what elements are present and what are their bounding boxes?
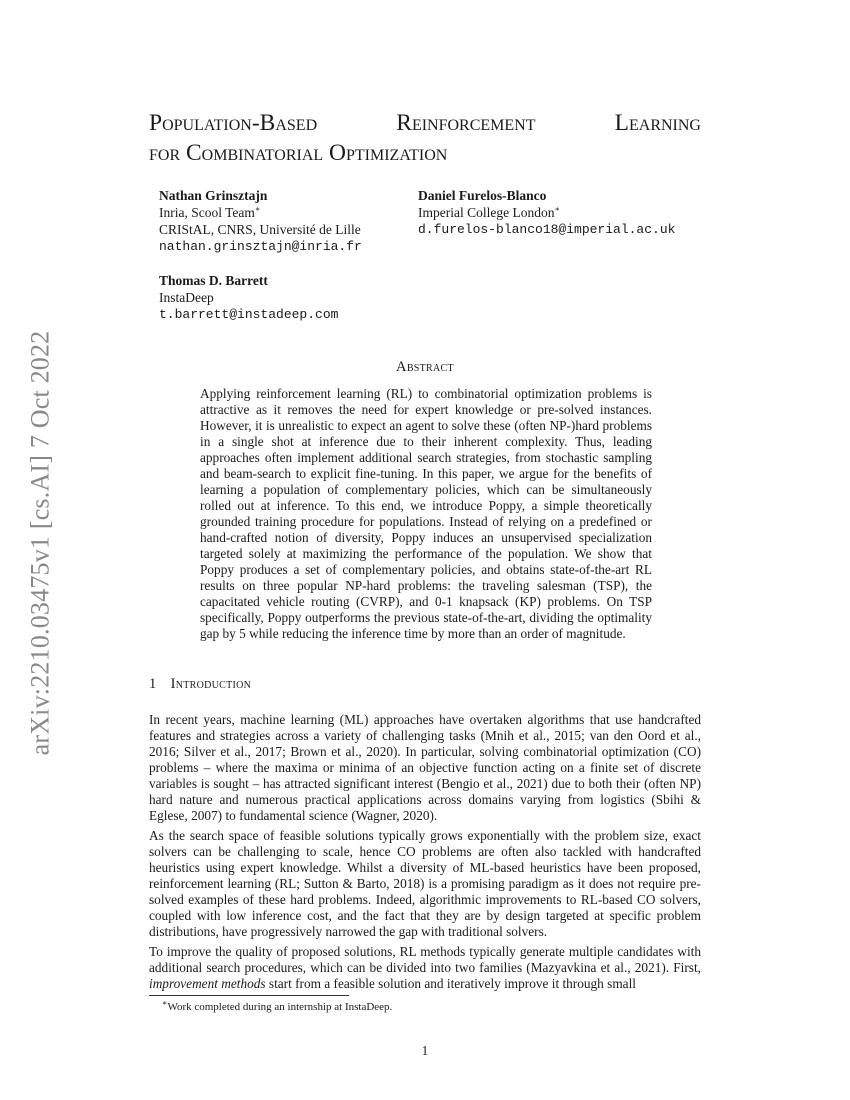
author-name: Nathan Grinsztajn — [159, 188, 268, 203]
title-word: Reinforcement — [396, 110, 536, 136]
title-line-1 — [149, 108, 701, 138]
author-affiliation: InstaDeep — [159, 290, 214, 305]
section-heading — [149, 676, 251, 693]
abstract-text: Applying reinforcement learning (RL) to combinatorial optimization problems is attractive as it removes the need for expert knowledge or pre-solved instances. However, it is unrealistic to expect an agent to solve these (often NP-)hard problems in a single shot at inference due to their inherent complexity. Thus, leading approaches often implement additional search strategies, from stochastic sampling and beam-search to explicit fine-tuning. In this paper, we argue for the benefits of learning a population of complementary policies, which can be simultaneously rolled out at inference. To this end, we introduce Poppy, a simple theoretically grounded training procedure for populations. Instead of relying on a predefined or hand-crafted notion of diversity, Poppy induces an unsupervised specialization targeted solely at maximizing the performance of the population. We show that Poppy produces a set of complementary policies, and obtains state-of-the-art RL results on three popular NP-hard problems: the traveling salesman (TSP), the capacitated vehicle routing (CVRP), and 0-1 knapsack (KP) problems. On TSP specifically, Poppy outperforms the previous state-of-the-art, dividing the optimality gap by 5 while reducing the inference time by more than an order of magnitude. — [200, 386, 652, 641]
abstract-heading: Abstract — [396, 359, 454, 375]
author-affiliation: Imperial College London∗ — [418, 204, 560, 220]
body-paragraph: In recent years, machine learning (ML) approaches have overtaken algorithms that use handcrafted features and strategies across a variety of challenging tasks (Mnih et al., 2015; van den Oord et al., 2016; Silver et al., 2017; Brown et al., 2020). In particular, solving combinatorial optimization (CO) problems – where the maxima or minima of an objective function acting on a finite set of discrete variables is sought – has attracted significant interest (Bengio et al., 2021) due to both their (often NP) hard nature and numerous practical applications across domains varying from logistics (Sbihi & Eglese, 2007) to fundamental science (Wagner, 2020). — [149, 712, 701, 823]
title-word: Population-Based — [149, 110, 318, 136]
author-block-1 — [159, 187, 362, 255]
author-name: Thomas D. Barrett — [159, 273, 268, 288]
footnote — [162, 1000, 392, 1014]
body-paragraph: As the search space of feasible solutions typically grows exponentially with the problem size, exact solvers can be challenging to scale, hence CO problems are often also tackled with handcrafted heuristics using expert knowledge. Whilst a diversity of ML-based heuristics have been proposed, reinforcement learning (RL; Sutton & Barto, 2018) is a promising paradigm as it does not require pre-solved examples of these hard problems. Indeed, algorithmic improvements to RL-based CO solvers, coupled with low inference cost, and the fact that they are by design targeted at specific problem distributions, have progressively narrowed the gap with traditional solvers. — [149, 828, 701, 939]
paper-title — [149, 108, 701, 168]
arxiv-identifier-text: arXiv:2210.03475v1 [cs.AI] 7 Oct 2022 — [25, 330, 54, 755]
author-email: d.furelos-blanco18@imperial.ac.uk — [418, 222, 676, 237]
arxiv-identifier-stamp — [2, 310, 78, 775]
section-title: Introduction — [170, 676, 252, 692]
footnote-mark: ∗ — [554, 204, 560, 214]
section-number: 1 — [149, 676, 157, 692]
author-affiliation: Inria, Scool Team∗ — [159, 204, 261, 220]
title-line-2: for Combinatorial Optimization — [149, 140, 448, 166]
author-name: Daniel Furelos-Blanco — [418, 188, 547, 203]
author-block-3 — [159, 272, 338, 323]
author-block-2 — [418, 187, 675, 238]
author-email: nathan.grinsztajn@inria.fr — [159, 239, 362, 254]
author-email: t.barrett@instadeep.com — [159, 307, 339, 322]
title-word: Learning — [614, 110, 701, 136]
emphasized-term: improvement methods — [149, 976, 266, 991]
body-paragraph: To improve the quality of proposed solutions, RL methods typically generate multiple candidates with additional search procedures, which can be divided into two families (Mazyavkina et al., 2021). First, improvement methods start from a feasible solution and iteratively improve it through small — [149, 944, 701, 991]
footnote-text: Work completed during an internship at InstaDeep. — [167, 1001, 393, 1013]
author-affiliation-2: CRIStAL, CNRS, Université de Lille — [159, 222, 361, 237]
page-number: 1 — [421, 1043, 429, 1058]
footnote-mark: ∗ — [254, 204, 261, 214]
footnote-mark: ∗ — [162, 998, 168, 1008]
footnote-divider — [149, 995, 349, 996]
